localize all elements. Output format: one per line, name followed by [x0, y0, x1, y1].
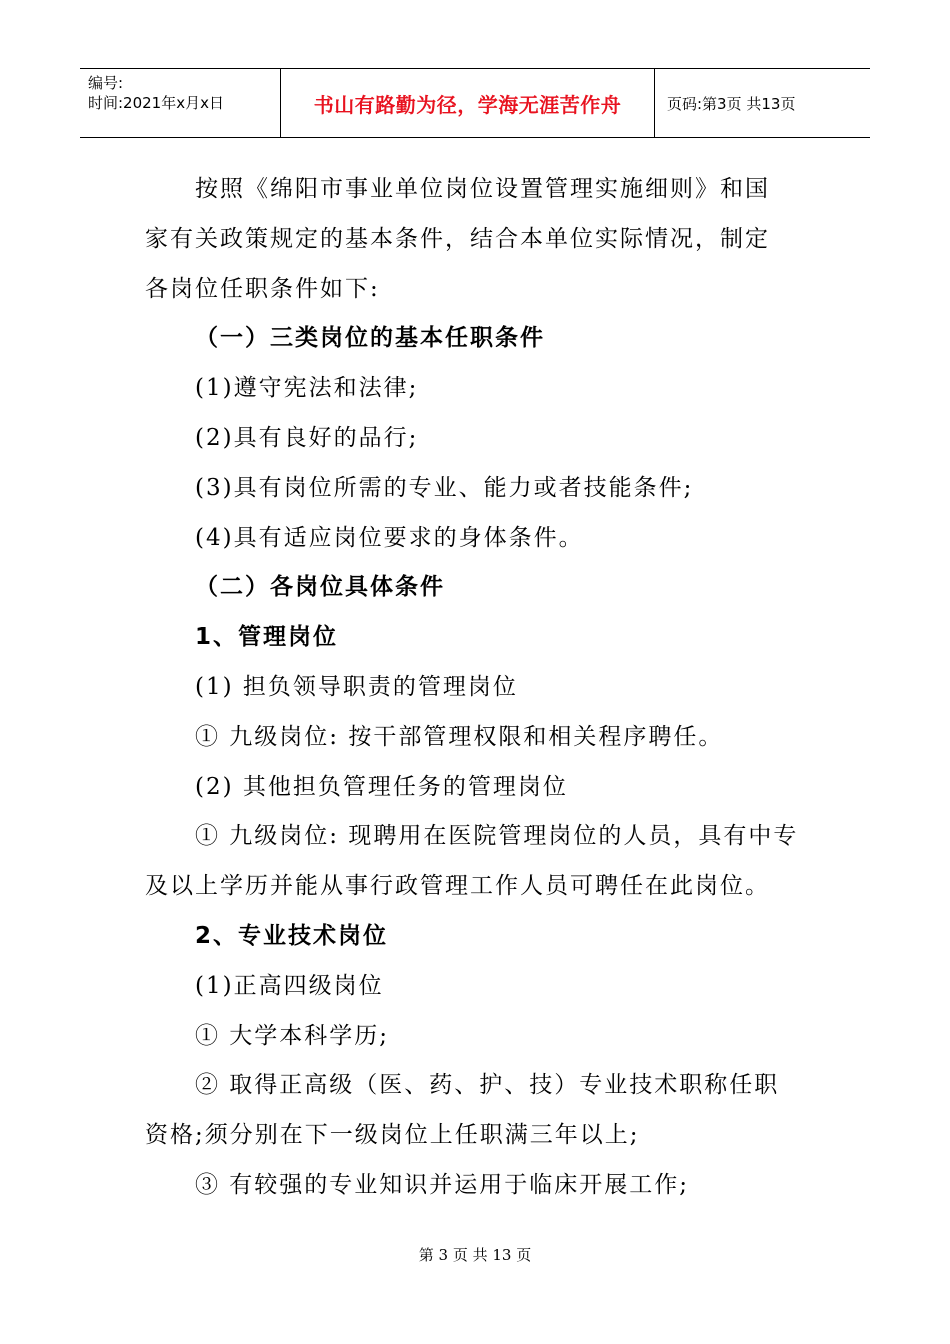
time-label: 时间:2021年x月x日 — [88, 94, 224, 112]
page-footer: 第 3 页 共 13 页 — [418, 1246, 532, 1264]
paragraph-line: (3)具有岗位所需的专业、能力或者技能条件; — [195, 474, 694, 501]
paragraph-line: （一）三类岗位的基本任职条件 — [195, 325, 545, 352]
header-motto-cell — [280, 69, 655, 137]
paragraph-line: ① 九级岗位: 按干部管理权限和相关程序聘任。 — [195, 723, 724, 750]
header-page-info-cell — [655, 69, 870, 137]
paragraph-line: 各岗位任职条件如下: — [145, 275, 380, 302]
paragraph-line: (1) 担负领导职责的管理岗位 — [195, 673, 518, 700]
paragraph-line: (1)遵守宪法和法律; — [195, 375, 419, 402]
document-body — [145, 165, 810, 1211]
paragraph-line: (2)具有良好的品行; — [195, 424, 419, 451]
paragraph-line: 按照《绵阳市事业单位岗位设置管理实施细则》和国 — [195, 176, 770, 202]
paragraph-line: ① 九级岗位: 现聘用在医院管理岗位的人员，具有中专 — [195, 823, 799, 850]
motto: 书山有路勤为径，学海无涯苦作舟 — [313, 92, 622, 117]
paragraph-line: （二）各岗位具体条件 — [195, 574, 445, 601]
paragraph-line: (2) 其他担负管理任务的管理岗位 — [195, 773, 568, 800]
paragraph-line: 1、管理岗位 — [195, 624, 339, 651]
page-header — [80, 68, 870, 138]
header-meta — [80, 69, 280, 137]
paragraph-line: ③ 有较强的专业知识并运用于临床开展工作; — [195, 1171, 690, 1198]
paragraph-line: 家有关政策规定的基本条件，结合本单位实际情况，制定 — [145, 225, 770, 252]
paragraph-line: (4)具有适应岗位要求的身体条件。 — [195, 524, 584, 551]
number-label: 编号: — [88, 74, 124, 92]
paragraph-line: ② 取得正高级（医、药、护、技）专业技术职称任职 — [195, 1072, 780, 1099]
page-info: 页码:第3页 共13页 — [667, 94, 796, 113]
paragraph-line: 2、专业技术岗位 — [195, 922, 389, 949]
paragraph-line: (1)正高四级岗位 — [195, 972, 384, 999]
paragraph-line: 及以上学历并能从事行政管理工作人员可聘任在此岗位。 — [145, 873, 770, 900]
paragraph-line: 资格;须分别在下一级岗位上任职满三年以上; — [145, 1122, 640, 1149]
paragraph-line: ① 大学本科学历; — [195, 1022, 390, 1049]
